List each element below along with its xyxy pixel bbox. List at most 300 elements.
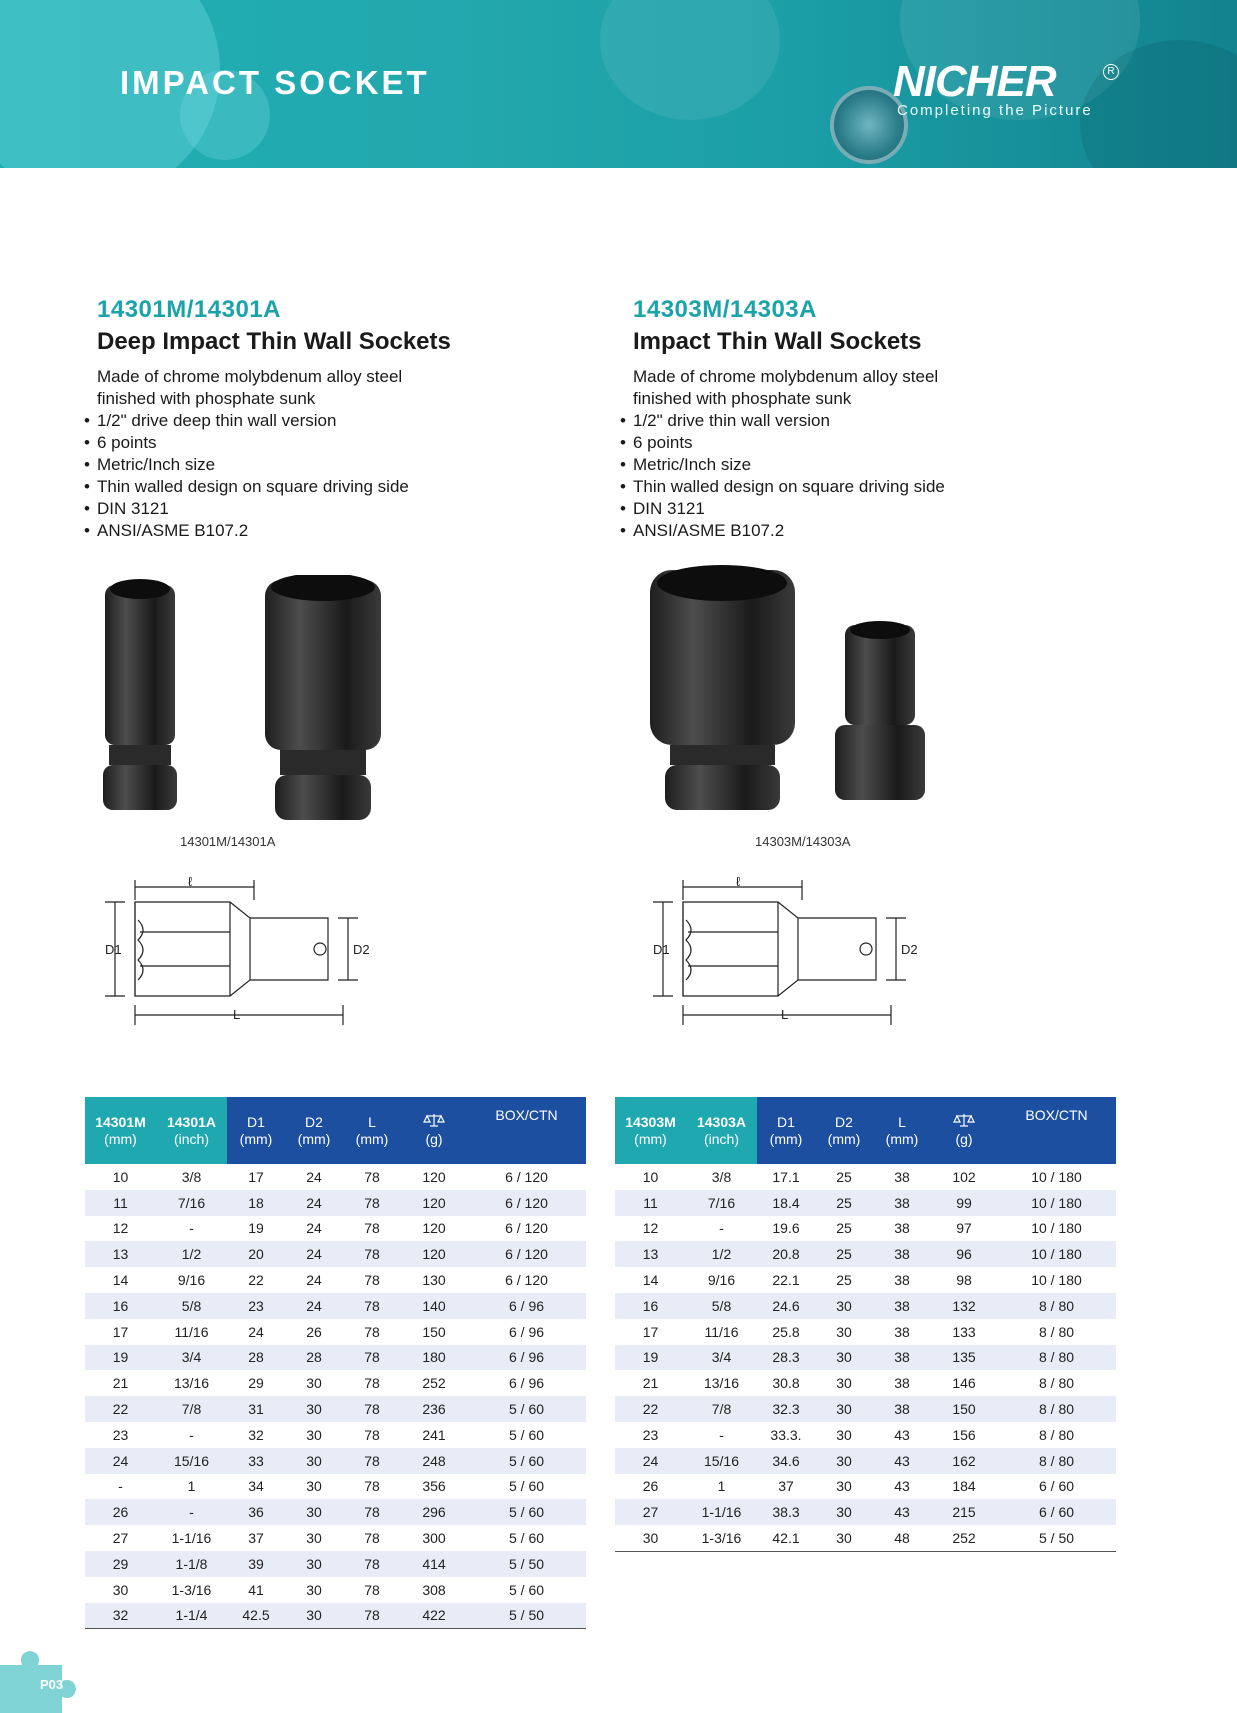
table-cell: 252 <box>931 1525 997 1551</box>
left-photo-caption: 14301M/14301A <box>180 834 276 849</box>
table-cell: 30 <box>306 1426 322 1443</box>
table-cell: 78 <box>364 1168 380 1185</box>
table-cell: 22.1 <box>772 1272 800 1289</box>
table-cell: 150 <box>422 1323 446 1340</box>
table-row <box>615 1422 1116 1448</box>
table-cell: 8 / 80 <box>1038 1401 1075 1418</box>
table-cell: 6 / 96 <box>508 1297 545 1314</box>
list-item: • ANSI/ASME B107.2 <box>620 521 785 540</box>
table-cell: 38 <box>894 1323 910 1340</box>
table-cell: 30 <box>836 1349 852 1366</box>
table-cell: 5 / 60 <box>508 1426 545 1443</box>
table-cell: 30 <box>306 1581 322 1598</box>
table-cell: 12 <box>642 1220 659 1237</box>
table-cell: 32 <box>85 1603 156 1629</box>
table-row <box>615 1293 1116 1319</box>
table-cell: 34.6 <box>772 1452 800 1469</box>
table-cell: 78 <box>364 1297 380 1314</box>
table-cell: 78 <box>364 1194 380 1211</box>
table-cell: 29 <box>248 1375 264 1392</box>
table-cell: 78 <box>364 1452 380 1469</box>
registered-mark: R <box>1103 64 1119 80</box>
page-header <box>0 0 1237 168</box>
list-item: • 6 points <box>84 433 157 452</box>
brand-tagline: Completing the Picture <box>897 102 1093 119</box>
table-cell: 30 <box>306 1504 322 1521</box>
table-row <box>615 1267 1116 1293</box>
table-cell: 7/16 <box>707 1194 736 1211</box>
table-row <box>615 1164 1116 1190</box>
table-cell: 15/16 <box>173 1452 210 1469</box>
table-cell: 1-1/8 <box>175 1555 208 1572</box>
table-cell: 120 <box>422 1246 446 1263</box>
table-cell: - <box>189 1504 194 1521</box>
table-cell: 5 / 60 <box>508 1478 545 1495</box>
table-cell: 1-1/4 <box>156 1603 227 1629</box>
table-cell: 22 <box>112 1401 129 1418</box>
large-impact-socket <box>650 565 795 810</box>
table-cell: 356 <box>422 1478 446 1495</box>
table-cell: 78 <box>364 1246 380 1263</box>
table-cell: 8 / 80 <box>1038 1323 1075 1340</box>
table-cell: 10 / 180 <box>1031 1194 1082 1211</box>
table-row <box>615 1216 1116 1242</box>
table-cell: 6 / 96 <box>508 1375 545 1392</box>
col-header-box: BOX/CTN <box>997 1097 1116 1164</box>
table-cell: 30.8 <box>772 1375 800 1392</box>
table-row <box>85 1370 586 1396</box>
table-cell: 8 / 80 <box>1038 1426 1075 1443</box>
table-cell: 6 / 120 <box>505 1246 548 1263</box>
col-header-box: BOX/CTN <box>467 1097 586 1164</box>
small-deep-socket <box>103 579 177 810</box>
table-cell: 6 / 120 <box>505 1220 548 1237</box>
table-cell: 78 <box>364 1504 380 1521</box>
table-cell: 16 <box>112 1297 129 1314</box>
table-cell: 6 / 120 <box>505 1194 548 1211</box>
table-cell: 19.6 <box>772 1220 800 1237</box>
col-header-weight: (g) <box>401 1097 467 1164</box>
table-cell: 21 <box>112 1375 129 1392</box>
table-cell: - <box>118 1478 123 1495</box>
left-description <box>97 366 451 410</box>
table-cell: 241 <box>422 1426 446 1443</box>
table-cell: 10 <box>112 1168 129 1185</box>
table-cell: 7/8 <box>711 1401 732 1418</box>
table-cell: 99 <box>956 1194 972 1211</box>
table-cell: 6 / 60 <box>1038 1478 1075 1495</box>
table-cell: 140 <box>422 1297 446 1314</box>
table-cell: 13/16 <box>703 1375 740 1392</box>
brand-name: NICHER <box>893 57 1056 106</box>
table-cell: 30 <box>836 1401 852 1418</box>
table-cell: 1-1/16 <box>171 1530 212 1547</box>
col-header-d1: D1 (mm) <box>227 1097 285 1164</box>
table-cell: 11 <box>113 1194 128 1211</box>
table-cell: 29 <box>112 1555 129 1572</box>
table-cell: 43 <box>894 1504 910 1521</box>
table-cell: 308 <box>422 1581 446 1598</box>
table-cell: 24 <box>306 1194 322 1211</box>
right-spec-table <box>615 1097 1116 1552</box>
table-cell: 38 <box>894 1297 910 1314</box>
table-cell: 20.8 <box>772 1246 800 1263</box>
right-dimension-diagram <box>648 870 938 1030</box>
table-cell: 38.3 <box>772 1504 800 1521</box>
table-cell: 25 <box>836 1246 852 1263</box>
table-cell: 30 <box>836 1375 852 1392</box>
table-cell: 3/4 <box>181 1349 202 1366</box>
table-cell: 43 <box>894 1452 910 1469</box>
table-cell: 30 <box>836 1478 852 1495</box>
table-cell: 21 <box>642 1375 659 1392</box>
left-spec-table <box>85 1097 586 1629</box>
table-cell: 25 <box>836 1168 852 1185</box>
list-item: • ANSI/ASME B107.2 <box>84 521 249 540</box>
table-cell: 3/4 <box>711 1349 732 1366</box>
table-row <box>615 1474 1116 1500</box>
table-row <box>85 1551 586 1577</box>
table-row <box>85 1345 586 1371</box>
table-cell: 135 <box>952 1349 976 1366</box>
diagram-d2-label: D2 <box>901 942 918 957</box>
table-cell: 78 <box>364 1220 380 1237</box>
table-cell: 180 <box>422 1349 446 1366</box>
table-cell: 5 / 50 <box>508 1555 545 1572</box>
diagram-d2-label: D2 <box>353 942 370 957</box>
table-cell: 156 <box>952 1426 976 1443</box>
table-cell: 30 <box>615 1525 686 1551</box>
list-item: • 6 points <box>620 433 693 452</box>
left-table-body <box>85 1164 586 1629</box>
table-cell: 252 <box>422 1375 446 1392</box>
table-cell: 11/16 <box>174 1323 209 1340</box>
list-item: • Metric/Inch size <box>84 455 216 474</box>
table-cell: 5 / 60 <box>508 1401 545 1418</box>
table-cell: 18.4 <box>772 1194 800 1211</box>
table-cell: 24 <box>248 1323 264 1340</box>
table-cell: 23 <box>248 1297 264 1314</box>
page-title: IMPACT SOCKET <box>120 64 430 101</box>
right-product-info <box>620 296 945 542</box>
table-cell: 8 / 80 <box>1038 1349 1075 1366</box>
table-header-row <box>615 1097 1116 1164</box>
table-cell: 30 <box>112 1581 129 1598</box>
table-cell: 78 <box>364 1375 380 1392</box>
table-cell: 24 <box>306 1246 322 1263</box>
table-cell: 215 <box>952 1504 976 1521</box>
table-cell: 11 <box>643 1194 658 1211</box>
large-deep-socket <box>265 575 381 820</box>
table-cell: 30 <box>306 1452 322 1469</box>
table-cell: 9/16 <box>177 1272 206 1289</box>
diagram-d1-label: D1 <box>105 942 122 957</box>
table-cell: 16 <box>642 1297 659 1314</box>
table-cell: 5/8 <box>711 1297 732 1314</box>
list-item: • Thin walled design on square driving side <box>620 477 945 496</box>
table-cell: 5 / 50 <box>997 1525 1116 1551</box>
table-cell: 30 <box>306 1555 322 1572</box>
list-item: • Metric/Inch size <box>620 455 752 474</box>
table-cell: 30 <box>836 1504 852 1521</box>
table-cell: 24 <box>112 1452 129 1469</box>
table-cell: 9/16 <box>707 1272 736 1289</box>
table-row <box>85 1164 586 1190</box>
table-cell: 130 <box>422 1272 446 1289</box>
table-cell: 5 / 50 <box>467 1603 586 1629</box>
table-cell: 15/16 <box>703 1452 740 1469</box>
table-cell: 132 <box>952 1297 976 1314</box>
table-row <box>615 1319 1116 1345</box>
table-cell: 1 <box>187 1478 196 1495</box>
col-header-length: L (mm) <box>873 1097 931 1164</box>
table-row <box>615 1499 1116 1525</box>
table-cell: 41 <box>248 1581 264 1598</box>
table-cell: 162 <box>952 1452 976 1469</box>
table-cell: 30 <box>306 1375 322 1392</box>
table-cell: 28.3 <box>772 1349 800 1366</box>
table-cell: 12 <box>112 1220 129 1237</box>
table-cell: 38 <box>894 1349 910 1366</box>
table-row <box>615 1525 1116 1551</box>
table-cell: 42.1 <box>757 1525 815 1551</box>
right-socket-photo <box>640 565 930 820</box>
table-cell: - <box>719 1220 724 1237</box>
table-cell: 30 <box>815 1525 873 1551</box>
table-cell: 24.6 <box>772 1297 800 1314</box>
left-dimension-diagram <box>100 870 390 1030</box>
col-header-weight: (g) <box>931 1097 997 1164</box>
table-cell: 78 <box>364 1426 380 1443</box>
table-cell: 98 <box>956 1272 972 1289</box>
table-cell: 78 <box>364 1272 380 1289</box>
table-cell: 78 <box>364 1530 380 1547</box>
table-cell: 36 <box>248 1504 264 1521</box>
table-cell: - <box>719 1426 724 1443</box>
table-row <box>85 1603 586 1629</box>
table-cell: 3/8 <box>711 1168 732 1185</box>
table-cell: 10 / 180 <box>1031 1246 1082 1263</box>
table-cell: 5 / 60 <box>508 1452 545 1469</box>
table-cell: 38 <box>894 1168 910 1185</box>
table-cell: 39 <box>248 1555 264 1572</box>
table-cell: 19 <box>642 1349 659 1366</box>
table-row <box>85 1499 586 1525</box>
table-cell: 30 <box>836 1297 852 1314</box>
table-cell: 150 <box>952 1401 976 1418</box>
table-cell: 30 <box>306 1530 322 1547</box>
table-cell: 17 <box>112 1323 129 1340</box>
table-cell: 13 <box>642 1246 659 1263</box>
table-row <box>615 1345 1116 1371</box>
table-cell: 300 <box>422 1530 446 1547</box>
list-item: • DIN 3121 <box>84 499 169 518</box>
table-cell: 1-1/16 <box>701 1504 742 1521</box>
table-cell: 26 <box>642 1478 659 1495</box>
table-cell: 10 / 180 <box>1031 1168 1082 1185</box>
table-cell: 13 <box>112 1246 129 1263</box>
table-cell: 96 <box>956 1246 972 1263</box>
table-cell: 32 <box>248 1426 264 1443</box>
table-row <box>85 1525 586 1551</box>
table-cell: 20 <box>248 1246 264 1263</box>
table-row <box>85 1216 586 1242</box>
table-row <box>615 1448 1116 1474</box>
table-cell: 25 <box>836 1194 852 1211</box>
table-cell: 18 <box>248 1194 264 1211</box>
table-cell: 6 / 60 <box>1038 1504 1075 1521</box>
table-cell: 78 <box>364 1323 380 1340</box>
diagram-L-label: L <box>781 1007 789 1022</box>
table-cell: 22 <box>248 1272 264 1289</box>
table-cell: 17 <box>248 1168 264 1185</box>
col-header-d2: D2 (mm) <box>285 1097 343 1164</box>
table-cell: 11/16 <box>704 1323 739 1340</box>
table-cell: 34 <box>248 1478 264 1495</box>
table-cell: 38 <box>894 1375 910 1392</box>
table-cell: 5 / 60 <box>508 1504 545 1521</box>
table-cell: 23 <box>642 1426 659 1443</box>
table-cell: 27 <box>112 1530 129 1547</box>
table-cell: 32.3 <box>772 1401 800 1418</box>
left-product-code: 14301M/14301A <box>97 296 281 323</box>
table-cell: 414 <box>422 1555 446 1572</box>
table-cell: 296 <box>422 1504 446 1521</box>
left-socket-photo <box>95 575 395 830</box>
table-cell: 1 <box>717 1478 726 1495</box>
table-cell: 31 <box>248 1401 264 1418</box>
table-cell: 78 <box>343 1603 401 1629</box>
table-cell: 33 <box>248 1452 264 1469</box>
list-item: • 1/2" drive deep thin wall version <box>84 411 337 430</box>
table-row <box>615 1370 1116 1396</box>
table-cell: 120 <box>422 1220 446 1237</box>
table-row <box>615 1190 1116 1216</box>
table-cell: 14 <box>642 1272 659 1289</box>
table-row <box>615 1396 1116 1422</box>
table-cell: 7/16 <box>177 1194 206 1211</box>
table-cell: 8 / 80 <box>1038 1297 1075 1314</box>
table-cell: 48 <box>873 1525 931 1551</box>
table-row <box>85 1422 586 1448</box>
left-product-info <box>84 296 451 542</box>
table-cell: 33.3. <box>770 1426 802 1443</box>
table-cell: 17 <box>642 1323 659 1340</box>
table-cell: 30 <box>285 1603 343 1629</box>
col-header-d1: D1 (mm) <box>757 1097 815 1164</box>
table-cell: - <box>189 1426 194 1443</box>
table-cell: 5 / 60 <box>508 1581 545 1598</box>
table-cell: 184 <box>952 1478 976 1495</box>
scale-icon <box>423 1113 445 1127</box>
table-cell: 6 / 96 <box>508 1349 545 1366</box>
table-cell: 25 <box>836 1272 852 1289</box>
table-cell: 120 <box>422 1194 446 1211</box>
table-cell: 38 <box>894 1272 910 1289</box>
table-cell: 1-3/16 <box>686 1525 757 1551</box>
right-description <box>633 366 945 410</box>
right-feature-list <box>620 410 945 542</box>
table-header-row <box>85 1097 586 1164</box>
table-cell: 30 <box>836 1452 852 1469</box>
table-row <box>85 1474 586 1500</box>
table-cell: 236 <box>422 1401 446 1418</box>
table-row <box>85 1319 586 1345</box>
table-cell: 23 <box>112 1426 129 1443</box>
table-cell: 14 <box>112 1272 129 1289</box>
table-row <box>85 1241 586 1267</box>
table-cell: 7/8 <box>181 1401 202 1418</box>
diagram-l-label: ℓ <box>188 874 193 889</box>
table-cell: 28 <box>248 1349 264 1366</box>
table-cell: 1-3/16 <box>171 1581 212 1598</box>
table-cell: 102 <box>952 1168 976 1185</box>
table-cell: 78 <box>364 1555 380 1572</box>
diagram-L-label: L <box>233 1007 241 1022</box>
table-cell: 42.5 <box>227 1603 285 1629</box>
table-cell: 37 <box>248 1530 264 1547</box>
table-cell: 13/16 <box>173 1375 210 1392</box>
col-header-inch: 14303A (inch) <box>686 1097 757 1164</box>
col-header-length: L (mm) <box>343 1097 401 1164</box>
right-product-code: 14303M/14303A <box>633 296 817 323</box>
table-cell: 133 <box>952 1323 976 1340</box>
table-cell: 25.8 <box>772 1323 800 1340</box>
table-cell: 97 <box>956 1220 972 1237</box>
table-cell: 6 / 120 <box>505 1272 548 1289</box>
table-cell: 38 <box>894 1220 910 1237</box>
table-row <box>85 1190 586 1216</box>
table-cell: 1/2 <box>181 1246 202 1263</box>
left-desc-line-1: Made of chrome molybdenum alloy steel <box>97 367 403 386</box>
table-cell: 3/8 <box>181 1168 202 1185</box>
table-row <box>85 1448 586 1474</box>
table-cell: 10 <box>642 1168 659 1185</box>
table-cell: 38 <box>894 1194 910 1211</box>
table-cell: 26 <box>306 1323 322 1340</box>
table-row <box>85 1267 586 1293</box>
list-item: • 1/2" drive thin wall version <box>620 411 830 430</box>
table-cell: 1/2 <box>711 1246 732 1263</box>
table-cell: 19 <box>248 1220 264 1237</box>
brand-logo <box>893 57 1115 119</box>
right-desc-line-2: finished with phosphate sunk <box>633 389 852 408</box>
table-cell: 10 / 180 <box>1031 1220 1082 1237</box>
table-cell: 78 <box>364 1349 380 1366</box>
table-row <box>85 1577 586 1603</box>
table-cell: 6 / 96 <box>508 1323 545 1340</box>
table-cell: 248 <box>422 1452 446 1469</box>
table-cell: - <box>189 1220 194 1237</box>
table-cell: 24 <box>306 1297 322 1314</box>
table-cell: 19 <box>112 1349 129 1366</box>
table-cell: 5/8 <box>181 1297 202 1314</box>
left-desc-line-2: finished with phosphate sunk <box>97 389 316 408</box>
page-number: P03 <box>40 1677 64 1692</box>
table-cell: 22 <box>642 1401 659 1418</box>
table-cell: 30 <box>836 1323 852 1340</box>
table-cell: 146 <box>952 1375 976 1392</box>
table-cell: 38 <box>894 1246 910 1263</box>
table-cell: 24 <box>306 1168 322 1185</box>
table-cell: 120 <box>422 1168 446 1185</box>
left-feature-list <box>84 410 451 542</box>
table-cell: 25 <box>836 1220 852 1237</box>
table-row <box>615 1241 1116 1267</box>
right-product-title: Impact Thin Wall Sockets <box>633 328 922 355</box>
table-cell: 28 <box>306 1349 322 1366</box>
table-cell: 27 <box>642 1504 659 1521</box>
